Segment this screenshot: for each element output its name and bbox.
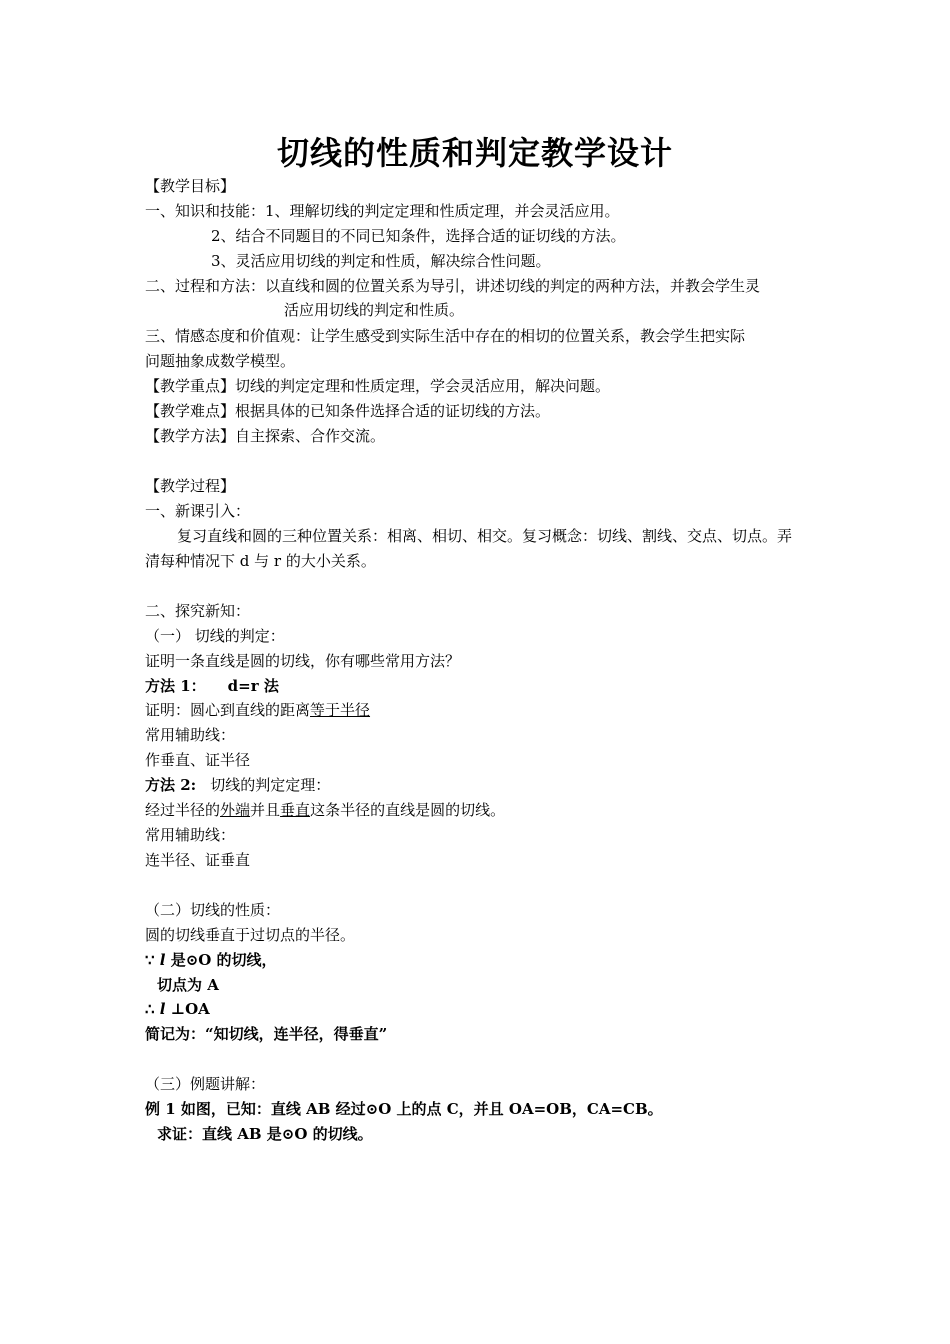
therefore-symbol: ∴ — [145, 1000, 160, 1018]
difficulty-point: 【教学难点】根据具体的已知条件选择合适的证切线的方法。 — [145, 402, 551, 420]
therefore-line-variable: l — [159, 1000, 166, 1018]
objective-emotion-line-2: 问题抽象成数学模型。 — [145, 352, 296, 370]
question-text: 证明一条直线是圆的切线，你有哪些常用方法？ — [145, 652, 461, 670]
part2-heading: （二）切线的性质： — [145, 901, 281, 919]
theorem-part-e: 这条半径的直线是圆的切线。 — [310, 801, 506, 819]
objective-knowledge-3: 3、灵活应用切线的判定和性质，解决综合性问题。 — [211, 252, 551, 270]
theorem-line — [145, 799, 505, 821]
aux1-label: 常用辅助线： — [145, 726, 236, 744]
intro-heading: 一、新课引入： — [145, 502, 251, 520]
method1-label: 方法 1： — [145, 677, 206, 695]
property-text: 圆的切线垂直于过切点的半径。 — [145, 926, 356, 944]
because-rest: 是⊙O 的切线， — [165, 951, 277, 969]
method2-line — [145, 774, 330, 796]
example-line-1: 例 1 如图，已知：直线 AB 经过⊙O 上的点 C，并且 OA=OB，CA=CB。 — [145, 1100, 663, 1118]
proof1-prefix: 证明：圆心到直线的距离 — [145, 701, 311, 719]
key-point: 【教学重点】切线的判定定理和性质定理，学会灵活应用，解决问题。 — [145, 377, 611, 395]
objective-emotion-line-1: 三、情感态度和价值观：让学生感受到实际生活中存在的相切的位置关系，教会学生把实际 — [145, 327, 746, 345]
method2-label: 方法 2: — [145, 776, 197, 794]
objective-process-line-2: 活应用切线的判定和性质。 — [284, 301, 465, 319]
aux1-text: 作垂直、证半径 — [145, 751, 251, 769]
objective-knowledge-1: 一、知识和技能：1、理解切线的判定定理和性质定理，并会灵活应用。 — [145, 202, 620, 220]
because-line-variable: l — [159, 951, 166, 969]
because-symbol: ∵ — [145, 951, 160, 969]
tangent-point-line: 切点为 A — [157, 976, 219, 994]
aux2-text: 连半径、证垂直 — [145, 851, 251, 869]
proof1-line — [145, 699, 370, 721]
objective-process-line-1: 二、过程和方法：以直线和圆的位置关系为导引，讲述切线的判定的两种方法，并教会学生灵 — [145, 277, 761, 295]
proof1-underlined: 等于半径 — [310, 701, 371, 719]
process-heading: 【教学过程】 — [145, 477, 236, 495]
therefore-rest: ⊥OA — [165, 1000, 210, 1018]
method1-line — [145, 675, 279, 697]
theorem-part-a: 经过半径的 — [145, 801, 221, 819]
part3-heading: （三）例题讲解： — [145, 1075, 266, 1093]
intro-line-2: 清每种情况下 d 与 r 的大小关系。 — [145, 552, 376, 570]
because-line — [145, 949, 277, 971]
method2-name: 切线的判定定理： — [210, 776, 331, 794]
teaching-method: 【教学方法】自主探索、合作交流。 — [145, 427, 386, 445]
document-title: 切线的性质和判定教学设计 — [276, 134, 673, 172]
theorem-part-d: 垂直 — [280, 801, 311, 819]
theorem-part-c: 并且 — [250, 801, 281, 819]
objectives-heading: 【教学目标】 — [145, 177, 236, 195]
theorem-part-b: 外端 — [220, 801, 251, 819]
objective-knowledge-2: 2、结合不同题目的不同已知条件，选择合适的证切线的方法。 — [211, 227, 626, 245]
method1-name: d=r 法 — [227, 677, 279, 695]
summary-text: 简记为：“知切线，连半径，得垂直” — [145, 1025, 388, 1043]
example-line-2: 求证：直线 AB 是⊙O 的切线。 — [157, 1125, 373, 1143]
intro-line-1: 复习直线和圆的三种位置关系：相离、相切、相交。复习概念：切线、割线、交点、切点。弄 — [177, 527, 793, 545]
explore-heading: 二、探究新知： — [145, 602, 251, 620]
therefore-line — [145, 998, 210, 1020]
aux2-label: 常用辅助线： — [145, 826, 236, 844]
part1-heading: （一） 切线的判定： — [145, 627, 285, 645]
